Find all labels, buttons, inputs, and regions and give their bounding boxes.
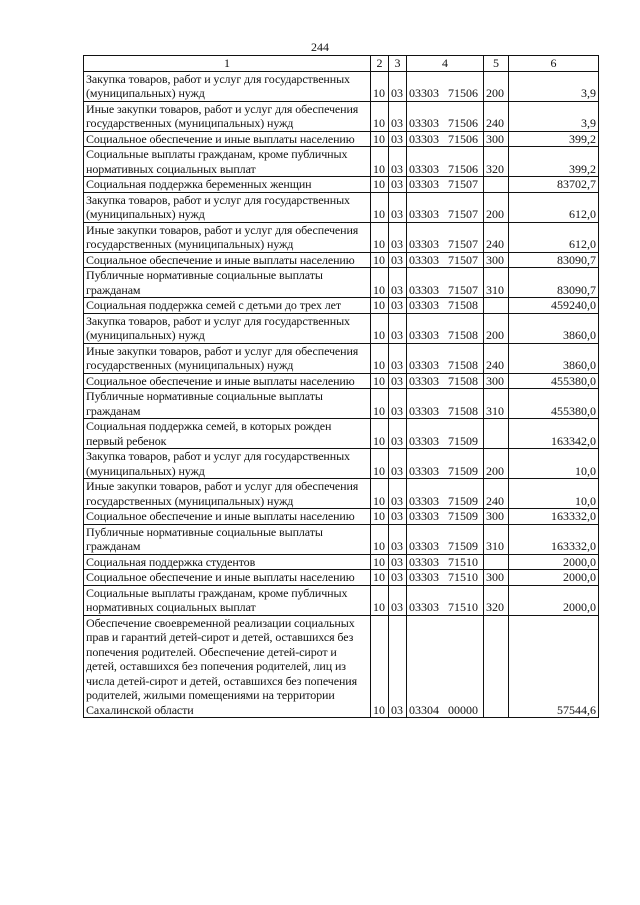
- row-subsection: 03: [389, 313, 407, 343]
- table-row: [84, 131, 599, 147]
- row-expense-type: 310: [484, 268, 509, 298]
- row-target-article: 03303 71510: [407, 554, 484, 570]
- row-subsection: 03: [389, 222, 407, 252]
- table-row: [84, 615, 599, 718]
- row-name: Публичные нормативные социальные выплаты гражданам: [84, 389, 371, 419]
- budget-table: [83, 55, 599, 718]
- row-amount: 399,2: [509, 147, 599, 177]
- table-row: [84, 298, 599, 314]
- row-amount: 57544,6: [509, 615, 599, 718]
- header-row: [84, 56, 599, 72]
- table-row: [84, 554, 599, 570]
- row-target-article: 03303 71507: [407, 252, 484, 268]
- row-section: 10: [371, 131, 389, 147]
- row-name: Социальное обеспечение и иные выплаты населению: [84, 131, 371, 147]
- column-header-amount: 6: [509, 56, 599, 72]
- row-section: 10: [371, 71, 389, 101]
- row-target-article: 03303 71509: [407, 524, 484, 554]
- row-expense-type: 240: [484, 101, 509, 131]
- row-section: 10: [371, 298, 389, 314]
- row-target-article: 03303 71508: [407, 313, 484, 343]
- row-target-article: 03304 00000: [407, 615, 484, 718]
- row-expense-type: 300: [484, 252, 509, 268]
- row-section: 10: [371, 509, 389, 525]
- row-section: 10: [371, 268, 389, 298]
- table-row: [84, 268, 599, 298]
- row-expense-type: 240: [484, 343, 509, 373]
- row-section: 10: [371, 389, 389, 419]
- row-section: 10: [371, 252, 389, 268]
- row-amount: 2000,0: [509, 585, 599, 615]
- table-row: [84, 147, 599, 177]
- row-subsection: 03: [389, 71, 407, 101]
- row-target-article: 03303 71506: [407, 147, 484, 177]
- row-section: 10: [371, 373, 389, 389]
- row-section: 10: [371, 524, 389, 554]
- row-name: Закупка товаров, работ и услуг для государственных (муниципальных) нужд: [84, 192, 371, 222]
- row-expense-type: 310: [484, 524, 509, 554]
- row-name: Обеспечение своевременной реализации социальных прав и гарантий детей-сирот и детей, оставшихся без попечения родителей. Обеспечение детей-сирот и детей, оставшихся без попечения родителей, лиц из числа детей-сирот и детей, оставшихся без попечения родителей, жилыми помещениями на территории Сахалинской области: [84, 615, 371, 718]
- row-amount: 163332,0: [509, 509, 599, 525]
- row-subsection: 03: [389, 177, 407, 193]
- row-name: Социальное обеспечение и иные выплаты населению: [84, 570, 371, 586]
- row-name: Публичные нормативные социальные выплаты гражданам: [84, 524, 371, 554]
- row-amount: 612,0: [509, 192, 599, 222]
- row-section: 10: [371, 147, 389, 177]
- row-target-article: 03303 71509: [407, 479, 484, 509]
- row-name: Социальное обеспечение и иные выплаты населению: [84, 252, 371, 268]
- row-subsection: 03: [389, 554, 407, 570]
- row-expense-type: 300: [484, 131, 509, 147]
- row-target-article: 03303 71508: [407, 373, 484, 389]
- column-header-expense-type: 5: [484, 56, 509, 72]
- page-number: 244: [311, 40, 329, 54]
- row-target-article: 03303 71508: [407, 343, 484, 373]
- row-subsection: 03: [389, 570, 407, 586]
- row-expense-type: [484, 554, 509, 570]
- row-section: 10: [371, 101, 389, 131]
- table-row: [84, 313, 599, 343]
- row-amount: 10,0: [509, 479, 599, 509]
- row-subsection: 03: [389, 147, 407, 177]
- row-subsection: 03: [389, 192, 407, 222]
- row-name: Социальная поддержка семей, в которых рожден первый ребенок: [84, 419, 371, 449]
- column-header-name: 1: [84, 56, 371, 72]
- row-expense-type: [484, 177, 509, 193]
- row-section: 10: [371, 313, 389, 343]
- row-target-article: 03303 71508: [407, 389, 484, 419]
- table-row: [84, 71, 599, 101]
- row-name: Закупка товаров, работ и услуг для государственных (муниципальных) нужд: [84, 71, 371, 101]
- row-subsection: 03: [389, 524, 407, 554]
- table-row: [84, 192, 599, 222]
- row-amount: 3,9: [509, 71, 599, 101]
- row-target-article: 03303 71507: [407, 177, 484, 193]
- row-expense-type: 300: [484, 509, 509, 525]
- row-name: Иные закупки товаров, работ и услуг для обеспечения государственных (муниципальных) нужд: [84, 101, 371, 131]
- row-expense-type: 300: [484, 570, 509, 586]
- row-subsection: 03: [389, 268, 407, 298]
- row-expense-type: 200: [484, 449, 509, 479]
- row-expense-type: [484, 298, 509, 314]
- row-expense-type: 200: [484, 313, 509, 343]
- row-subsection: 03: [389, 252, 407, 268]
- row-section: 10: [371, 449, 389, 479]
- row-name: Публичные нормативные социальные выплаты гражданам: [84, 268, 371, 298]
- row-amount: 83090,7: [509, 268, 599, 298]
- table-row: [84, 373, 599, 389]
- row-name: Закупка товаров, работ и услуг для государственных (муниципальных) нужд: [84, 313, 371, 343]
- row-amount: 3860,0: [509, 343, 599, 373]
- row-subsection: 03: [389, 419, 407, 449]
- column-header-target-article: 4: [407, 56, 484, 72]
- row-name: Социальное обеспечение и иные выплаты населению: [84, 509, 371, 525]
- row-subsection: 03: [389, 449, 407, 479]
- row-name: Закупка товаров, работ и услуг для государственных (муниципальных) нужд: [84, 449, 371, 479]
- row-subsection: 03: [389, 509, 407, 525]
- row-target-article: 03303 71510: [407, 585, 484, 615]
- row-expense-type: 200: [484, 71, 509, 101]
- column-header-section: 2: [371, 56, 389, 72]
- table-row: [84, 419, 599, 449]
- row-amount: 10,0: [509, 449, 599, 479]
- table-row: [84, 101, 599, 131]
- row-amount: 459240,0: [509, 298, 599, 314]
- row-amount: 163342,0: [509, 419, 599, 449]
- row-section: 10: [371, 570, 389, 586]
- row-section: 10: [371, 192, 389, 222]
- row-amount: 2000,0: [509, 554, 599, 570]
- row-subsection: 03: [389, 131, 407, 147]
- row-expense-type: 240: [484, 479, 509, 509]
- row-subsection: 03: [389, 373, 407, 389]
- row-expense-type: 320: [484, 147, 509, 177]
- row-section: 10: [371, 615, 389, 718]
- row-section: 10: [371, 419, 389, 449]
- table-row: [84, 479, 599, 509]
- row-amount: 2000,0: [509, 570, 599, 586]
- row-target-article: 03303 71509: [407, 419, 484, 449]
- row-section: 10: [371, 177, 389, 193]
- table-row: [84, 343, 599, 373]
- row-target-article: 03303 71506: [407, 71, 484, 101]
- row-target-article: 03303 71508: [407, 298, 484, 314]
- row-target-article: 03303 71506: [407, 101, 484, 131]
- table-row: [84, 177, 599, 193]
- row-expense-type: 320: [484, 585, 509, 615]
- row-target-article: 03303 71509: [407, 509, 484, 525]
- row-name: Иные закупки товаров, работ и услуг для обеспечения государственных (муниципальных) нужд: [84, 343, 371, 373]
- row-amount: 455380,0: [509, 389, 599, 419]
- table-row: [84, 570, 599, 586]
- row-subsection: 03: [389, 479, 407, 509]
- row-amount: 3860,0: [509, 313, 599, 343]
- row-amount: 83090,7: [509, 252, 599, 268]
- row-subsection: 03: [389, 298, 407, 314]
- row-target-article: 03303 71510: [407, 570, 484, 586]
- row-expense-type: 300: [484, 373, 509, 389]
- row-subsection: 03: [389, 615, 407, 718]
- row-expense-type: [484, 615, 509, 718]
- table-row: [84, 389, 599, 419]
- row-section: 10: [371, 554, 389, 570]
- row-section: 10: [371, 585, 389, 615]
- row-name: Социальное обеспечение и иные выплаты населению: [84, 373, 371, 389]
- table-row: [84, 524, 599, 554]
- row-name: Социальная поддержка студентов: [84, 554, 371, 570]
- row-target-article: 03303 71507: [407, 192, 484, 222]
- column-header-subsection: 3: [389, 56, 407, 72]
- row-subsection: 03: [389, 585, 407, 615]
- row-section: 10: [371, 222, 389, 252]
- row-subsection: 03: [389, 389, 407, 419]
- table-row: [84, 222, 599, 252]
- row-amount: 3,9: [509, 101, 599, 131]
- row-name: Иные закупки товаров, работ и услуг для обеспечения государственных (муниципальных) нужд: [84, 479, 371, 509]
- row-amount: 83702,7: [509, 177, 599, 193]
- row-name: Социальные выплаты гражданам, кроме публичных нормативных социальных выплат: [84, 585, 371, 615]
- row-name: Социальная поддержка беременных женщин: [84, 177, 371, 193]
- row-target-article: 03303 71507: [407, 222, 484, 252]
- row-target-article: 03303 71509: [407, 449, 484, 479]
- row-section: 10: [371, 343, 389, 373]
- row-subsection: 03: [389, 343, 407, 373]
- table-row: [84, 509, 599, 525]
- row-name: Социальные выплаты гражданам, кроме публичных нормативных социальных выплат: [84, 147, 371, 177]
- row-name: Иные закупки товаров, работ и услуг для обеспечения государственных (муниципальных) нужд: [84, 222, 371, 252]
- table-row: [84, 585, 599, 615]
- row-expense-type: 240: [484, 222, 509, 252]
- row-expense-type: [484, 419, 509, 449]
- row-target-article: 03303 71506: [407, 131, 484, 147]
- row-amount: 399,2: [509, 131, 599, 147]
- row-section: 10: [371, 479, 389, 509]
- row-subsection: 03: [389, 101, 407, 131]
- row-name: Социальная поддержка семей с детьми до трех лет: [84, 298, 371, 314]
- row-amount: 163332,0: [509, 524, 599, 554]
- row-amount: 612,0: [509, 222, 599, 252]
- row-target-article: 03303 71507: [407, 268, 484, 298]
- row-expense-type: 310: [484, 389, 509, 419]
- table-row: [84, 252, 599, 268]
- row-expense-type: 200: [484, 192, 509, 222]
- row-amount: 455380,0: [509, 373, 599, 389]
- table-row: [84, 449, 599, 479]
